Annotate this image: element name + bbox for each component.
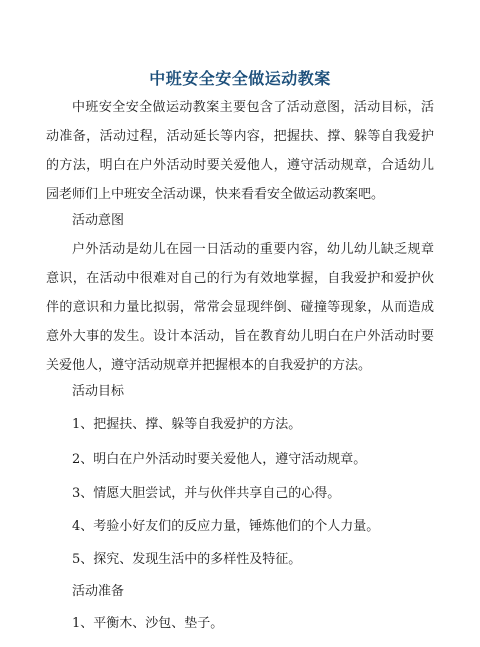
section-heading-goals: 活动目标 [72,384,125,399]
prep-item: 1、平衡木、沙包、垫子。 [72,616,224,631]
goal-item: 5、探究、发现生活中的多样性及特征。 [72,552,302,567]
goal-item: 1、把握扶、撑、躲等自我爱护的方法。 [72,417,302,432]
goal-item: 2、明白在户外活动时要关爱他人，遵守活动规章。 [72,452,367,467]
document-title: 中班安全安全做运动教案 [149,69,331,88]
goal-item: 4、考验小好友们的反应力量，锤炼他们的个人力量。 [72,519,380,534]
intro-paragraph: 中班安全安全做运动教案主要包含了活动意图，活动目标，活动准备，活动过程，活动延长等内容，把握扶、撑、躲等自我爱护的方法，明白在户外活动时要关爱他人，遵守活动规章，合适幼儿园老师们上中班安全活动课，快来看看安全做运动教案吧。 [46,100,434,202]
section-heading-intent: 活动意图 [72,213,125,228]
intent-paragraph: 户外活动是幼儿在园一日活动的重要内容，幼儿幼儿缺乏规章意识，在活动中很难对自己的行为有效地掌握，自我爱护和爱护伙伴的意识和力量比拟弱，常常会显现绊倒、碰撞等现象，从而造成意外大事的发生。设计本活动，旨在教育幼儿明白在户外活动时要关爱他人，遵守活动规章并把握根本的自我爱护的方法。 [46,242,434,373]
section-heading-prep: 活动准备 [72,584,125,599]
goal-item: 3、情愿大胆尝试，并与伙伴共享自己的心得。 [72,486,341,501]
